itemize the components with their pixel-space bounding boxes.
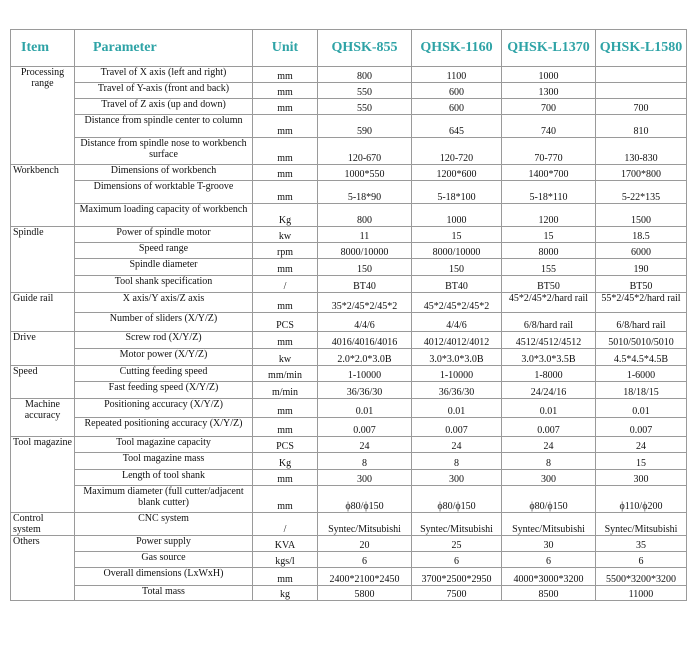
value-cell: 1500: [596, 204, 687, 227]
parameter-cell: Tool shank specification: [75, 276, 253, 293]
unit-cell: mm: [253, 67, 318, 83]
value-cell: 8000: [502, 243, 596, 259]
unit-cell: mm: [253, 399, 318, 418]
parameter-cell: Repeated positioning accuracy (X/Y/Z): [75, 418, 253, 437]
value-cell: 6: [596, 552, 687, 568]
unit-cell: mm: [253, 470, 318, 486]
spec-table: [10, 29, 687, 601]
value-cell: 45*2/45*2/45*2: [412, 293, 502, 313]
value-cell: 24: [412, 437, 502, 453]
header-parameter: Parameter: [75, 30, 253, 67]
spec-row: [11, 181, 687, 204]
category-cell: Machine accuracy: [11, 399, 75, 437]
value-cell: 11: [318, 227, 412, 243]
unit-cell: PCS: [253, 313, 318, 332]
unit-cell: mm: [253, 83, 318, 99]
value-cell: 55*2/45*2/hard rail: [596, 293, 687, 313]
value-cell: 0.01: [596, 399, 687, 418]
value-cell: 3.0*3.0*3.5B: [502, 349, 596, 366]
unit-cell: KVA: [253, 536, 318, 552]
value-cell: 5010/5010/5010: [596, 332, 687, 349]
value-cell: 810: [596, 115, 687, 138]
parameter-cell: Maximum loading capacity of workbench: [75, 204, 253, 227]
spec-row: [11, 332, 687, 349]
value-cell: 6: [502, 552, 596, 568]
spec-row: [11, 227, 687, 243]
parameter-cell: Tool magazine capacity: [75, 437, 253, 453]
value-cell: 0.007: [502, 418, 596, 437]
value-cell: 550: [318, 83, 412, 99]
unit-cell: /: [253, 513, 318, 536]
value-cell: 1200*600: [412, 165, 502, 181]
value-cell: 590: [318, 115, 412, 138]
parameter-cell: Tool magazine mass: [75, 453, 253, 470]
value-cell: 1000: [412, 204, 502, 227]
parameter-cell: Travel of Y-axis (front and back): [75, 83, 253, 99]
parameter-cell: Cutting feeding speed: [75, 366, 253, 382]
value-cell: ϕ80/ϕ150: [412, 486, 502, 513]
spec-row: [11, 399, 687, 418]
value-cell: 150: [412, 259, 502, 276]
value-cell: 1-8000: [502, 366, 596, 382]
value-cell: 5800: [318, 586, 412, 601]
spec-row: [11, 382, 687, 399]
value-cell: 5-18*100: [412, 181, 502, 204]
category-cell: Drive: [11, 332, 75, 366]
value-cell: [596, 67, 687, 83]
value-cell: 700: [596, 99, 687, 115]
value-cell: 1000: [502, 67, 596, 83]
parameter-cell: Power of spindle motor: [75, 227, 253, 243]
parameter-cell: Speed range: [75, 243, 253, 259]
unit-cell: mm: [253, 332, 318, 349]
value-cell: 4512/4512/4512: [502, 332, 596, 349]
value-cell: 5500*3200*3200: [596, 568, 687, 586]
spec-row: [11, 552, 687, 568]
unit-cell: rpm: [253, 243, 318, 259]
value-cell: ϕ80/ϕ150: [318, 486, 412, 513]
value-cell: ϕ110/ϕ200: [596, 486, 687, 513]
value-cell: 20: [318, 536, 412, 552]
header-unit: Unit: [253, 30, 318, 67]
value-cell: 6000: [596, 243, 687, 259]
unit-cell: m/min: [253, 382, 318, 399]
value-cell: 800: [318, 204, 412, 227]
spec-row: [11, 313, 687, 332]
spec-row: [11, 437, 687, 453]
spec-row: [11, 418, 687, 437]
unit-cell: kg: [253, 586, 318, 601]
spec-row: [11, 115, 687, 138]
category-cell: Speed: [11, 366, 75, 399]
value-cell: 36/36/30: [318, 382, 412, 399]
parameter-cell: Overall dimensions (LxWxH): [75, 568, 253, 586]
value-cell: 15: [502, 227, 596, 243]
parameter-cell: Gas source: [75, 552, 253, 568]
value-cell: [596, 83, 687, 99]
unit-cell: Kg: [253, 204, 318, 227]
value-cell: 8: [412, 453, 502, 470]
unit-cell: mm: [253, 99, 318, 115]
value-cell: 1-6000: [596, 366, 687, 382]
value-cell: 70-770: [502, 138, 596, 165]
header-row: [11, 30, 687, 67]
value-cell: BT40: [412, 276, 502, 293]
unit-cell: mm: [253, 165, 318, 181]
value-cell: 4/4/6: [318, 313, 412, 332]
unit-cell: mm: [253, 568, 318, 586]
value-cell: 1100: [412, 67, 502, 83]
value-cell: 1-10000: [412, 366, 502, 382]
value-cell: 2.0*2.0*3.0B: [318, 349, 412, 366]
parameter-cell: Fast feeding speed (X/Y/Z): [75, 382, 253, 399]
unit-cell: mm: [253, 181, 318, 204]
value-cell: 30: [502, 536, 596, 552]
value-cell: 1200: [502, 204, 596, 227]
category-cell: Tool magazine: [11, 437, 75, 513]
value-cell: Syntec/Mitsubishi: [502, 513, 596, 536]
value-cell: 5-18*110: [502, 181, 596, 204]
spec-row: [11, 99, 687, 115]
value-cell: 300: [596, 470, 687, 486]
value-cell: 700: [502, 99, 596, 115]
parameter-cell: Spindle diameter: [75, 259, 253, 276]
value-cell: 8: [502, 453, 596, 470]
value-cell: 24/24/16: [502, 382, 596, 399]
spec-row: [11, 586, 687, 601]
value-cell: 0.007: [596, 418, 687, 437]
unit-cell: mm: [253, 115, 318, 138]
parameter-cell: Distance from spindle nose to workbench surface: [75, 138, 253, 165]
value-cell: 800: [318, 67, 412, 83]
value-cell: 25: [412, 536, 502, 552]
value-cell: 4000*3000*3200: [502, 568, 596, 586]
value-cell: 36/36/30: [412, 382, 502, 399]
value-cell: 18.5: [596, 227, 687, 243]
value-cell: 8500: [502, 586, 596, 601]
value-cell: 600: [412, 99, 502, 115]
value-cell: 5-22*135: [596, 181, 687, 204]
value-cell: 45*2/45*2/hard rail: [502, 293, 596, 313]
value-cell: 18/18/15: [596, 382, 687, 399]
parameter-cell: Travel of Z axis (up and down): [75, 99, 253, 115]
value-cell: 6: [412, 552, 502, 568]
parameter-cell: CNC system: [75, 513, 253, 536]
value-cell: 120-670: [318, 138, 412, 165]
value-cell: 120-720: [412, 138, 502, 165]
value-cell: 8000/10000: [318, 243, 412, 259]
unit-cell: mm/min: [253, 366, 318, 382]
value-cell: 0.007: [318, 418, 412, 437]
unit-cell: kw: [253, 227, 318, 243]
value-cell: 550: [318, 99, 412, 115]
category-cell: Processing range: [11, 67, 75, 165]
value-cell: 1400*700: [502, 165, 596, 181]
value-cell: 4012/4012/4012: [412, 332, 502, 349]
category-cell: Spindle: [11, 227, 75, 293]
parameter-cell: Travel of X axis (left and right): [75, 67, 253, 83]
value-cell: 35*2/45*2/45*2: [318, 293, 412, 313]
value-cell: 1000*550: [318, 165, 412, 181]
value-cell: 600: [412, 83, 502, 99]
value-cell: Syntec/Mitsubishi: [318, 513, 412, 536]
value-cell: 130-830: [596, 138, 687, 165]
header-model: QHSK-L1580: [596, 30, 687, 67]
value-cell: 24: [502, 437, 596, 453]
value-cell: 155: [502, 259, 596, 276]
value-cell: BT50: [502, 276, 596, 293]
value-cell: 6/8/hard rail: [502, 313, 596, 332]
spec-row: [11, 568, 687, 586]
value-cell: 15: [596, 453, 687, 470]
spec-row: [11, 276, 687, 293]
value-cell: Syntec/Mitsubishi: [596, 513, 687, 536]
value-cell: 4/4/6: [412, 313, 502, 332]
spec-row: [11, 165, 687, 181]
parameter-cell: Total mass: [75, 586, 253, 601]
spec-row: [11, 204, 687, 227]
value-cell: 5-18*90: [318, 181, 412, 204]
value-cell: 8000/10000: [412, 243, 502, 259]
value-cell: ϕ80/ϕ150: [502, 486, 596, 513]
value-cell: 3700*2500*2950: [412, 568, 502, 586]
value-cell: 35: [596, 536, 687, 552]
value-cell: 645: [412, 115, 502, 138]
spec-row: [11, 453, 687, 470]
value-cell: 1300: [502, 83, 596, 99]
spec-row: [11, 536, 687, 552]
value-cell: 1700*800: [596, 165, 687, 181]
unit-cell: kgs/l: [253, 552, 318, 568]
spec-row: [11, 138, 687, 165]
category-cell: Others: [11, 536, 75, 601]
value-cell: 6: [318, 552, 412, 568]
unit-cell: kw: [253, 349, 318, 366]
unit-cell: mm: [253, 259, 318, 276]
unit-cell: mm: [253, 138, 318, 165]
value-cell: 24: [318, 437, 412, 453]
value-cell: 0.01: [412, 399, 502, 418]
spec-row: [11, 259, 687, 276]
category-cell: Guide rail: [11, 293, 75, 332]
value-cell: BT50: [596, 276, 687, 293]
value-cell: 300: [318, 470, 412, 486]
value-cell: 6/8/hard rail: [596, 313, 687, 332]
category-cell: Workbench: [11, 165, 75, 227]
parameter-cell: Distance from spindle center to column: [75, 115, 253, 138]
spec-row: [11, 366, 687, 382]
value-cell: 0.007: [412, 418, 502, 437]
unit-cell: /: [253, 276, 318, 293]
parameter-cell: Maximum diameter (full cutter/adjacent blank cutter): [75, 486, 253, 513]
value-cell: 7500: [412, 586, 502, 601]
spec-row: [11, 83, 687, 99]
parameter-cell: Length of tool shank: [75, 470, 253, 486]
parameter-cell: X axis/Y axis/Z axis: [75, 293, 253, 313]
spec-row: [11, 293, 687, 313]
value-cell: 4.5*4.5*4.5B: [596, 349, 687, 366]
spec-row: [11, 243, 687, 259]
header-model: QHSK-1160: [412, 30, 502, 67]
header-item: Item: [11, 30, 75, 67]
header-model: QHSK-855: [318, 30, 412, 67]
spec-row: [11, 486, 687, 513]
value-cell: Syntec/Mitsubishi: [412, 513, 502, 536]
spec-row: [11, 349, 687, 366]
spec-row: [11, 513, 687, 536]
parameter-cell: Number of sliders (X/Y/Z): [75, 313, 253, 332]
spec-body: [11, 67, 687, 601]
value-cell: 190: [596, 259, 687, 276]
value-cell: 3.0*3.0*3.0B: [412, 349, 502, 366]
unit-cell: mm: [253, 418, 318, 437]
parameter-cell: Dimensions of worktable T-groove: [75, 181, 253, 204]
value-cell: 11000: [596, 586, 687, 601]
value-cell: 4016/4016/4016: [318, 332, 412, 349]
value-cell: 740: [502, 115, 596, 138]
spec-row: [11, 67, 687, 83]
spec-row: [11, 470, 687, 486]
value-cell: 300: [502, 470, 596, 486]
category-cell: Control system: [11, 513, 75, 536]
unit-cell: Kg: [253, 453, 318, 470]
value-cell: 0.01: [502, 399, 596, 418]
value-cell: 24: [596, 437, 687, 453]
parameter-cell: Positioning accuracy (X/Y/Z): [75, 399, 253, 418]
unit-cell: mm: [253, 486, 318, 513]
header-model: QHSK-L1370: [502, 30, 596, 67]
parameter-cell: Motor power (X/Y/Z): [75, 349, 253, 366]
value-cell: 8: [318, 453, 412, 470]
value-cell: 150: [318, 259, 412, 276]
value-cell: 1-10000: [318, 366, 412, 382]
unit-cell: PCS: [253, 437, 318, 453]
parameter-cell: Screw rod (X/Y/Z): [75, 332, 253, 349]
unit-cell: mm: [253, 293, 318, 313]
value-cell: 15: [412, 227, 502, 243]
value-cell: BT40: [318, 276, 412, 293]
value-cell: 2400*2100*2450: [318, 568, 412, 586]
value-cell: 300: [412, 470, 502, 486]
parameter-cell: Dimensions of workbench: [75, 165, 253, 181]
parameter-cell: Power supply: [75, 536, 253, 552]
value-cell: 0.01: [318, 399, 412, 418]
